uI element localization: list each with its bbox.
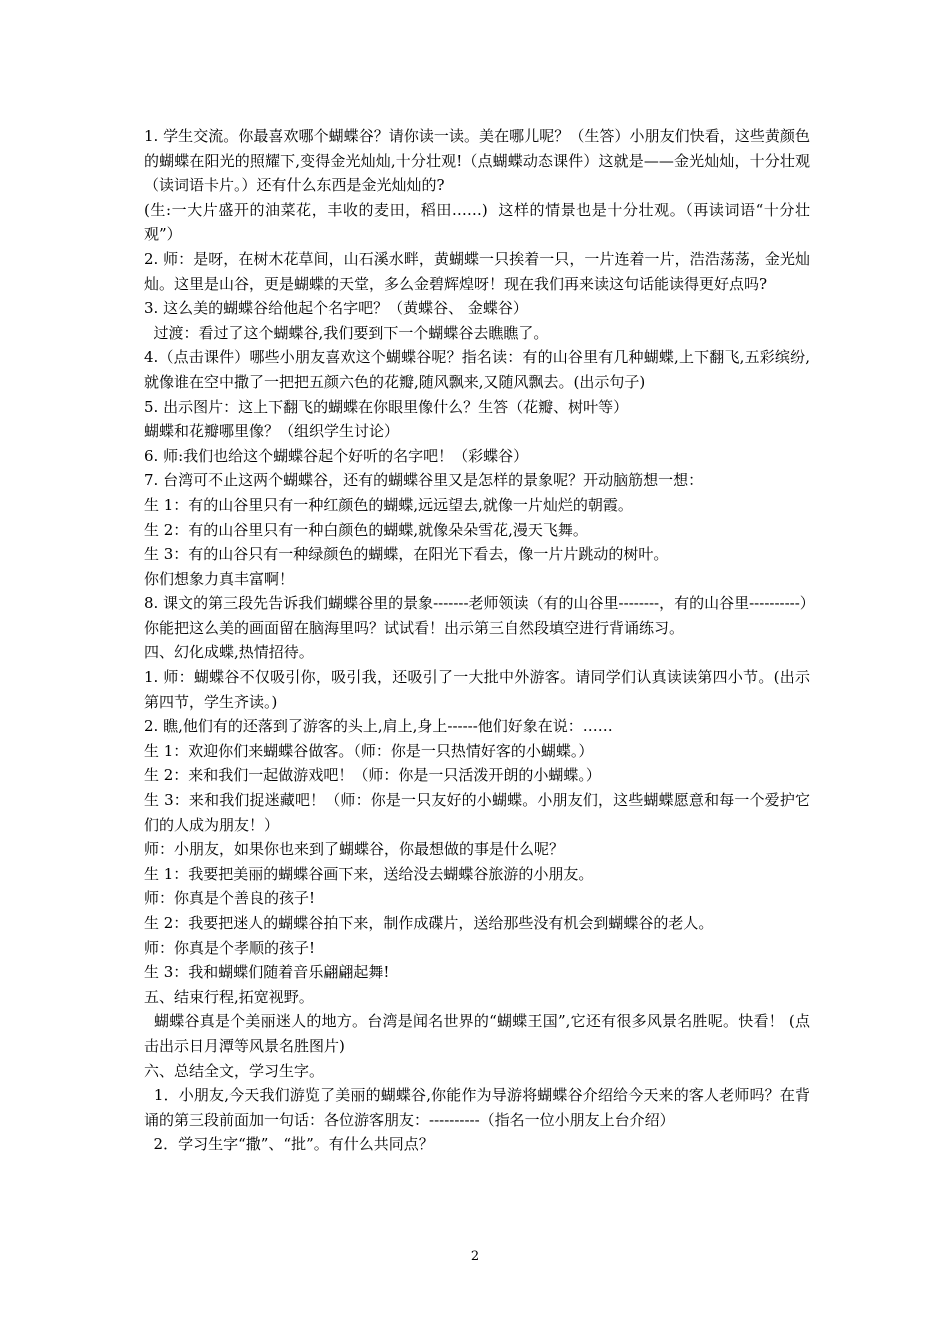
paragraph: 过渡：看过了这个蝴蝶谷,我们要到下一个蝴蝶谷去瞧瞧了。 (144, 323, 549, 342)
paragraph: 生 3：我和蝴蝶们随着音乐翩翩起舞! (144, 963, 390, 982)
paragraph: 生 3：有的山谷只有一种绿颜色的蝴蝶，在阳光下看去，像一片片跳动的树叶。 (144, 545, 669, 564)
paragraph: 师：你真是个孝顺的孩子! (144, 938, 316, 957)
paragraph: 6. 师:我们也给这个蝴蝶谷起个好听的名字吧！（彩蝶谷） (144, 446, 529, 465)
paragraph: 生 1：我要把美丽的蝴蝶谷画下来，送给没去蝴蝶谷旅游的小朋友。 (144, 864, 594, 883)
paragraph: 你们想象力真丰富啊！ (144, 569, 295, 588)
paragraph: 生 2：我要把迷人的蝴蝶谷拍下来，制作成碟片，送给那些没有机会到蝴蝶谷的老人。 (144, 914, 714, 932)
paragraph: 生 1：有的山谷里只有一种红颜色的蝴蝶,远远望去,就像一片灿烂的朝霞。 (144, 495, 633, 514)
paragraph: 8. 课文的第三段先告诉我们蝴蝶谷里的景象-------老师领读（有的山谷里--------，有的山谷里----------） (144, 594, 815, 613)
section-heading: 六、总结全文，学习生字。 (144, 1061, 325, 1080)
paragraph: 5. 出示图片：这上下翻飞的蝴蝶在你眼里像什么？生答（花瓣、树叶等） (144, 397, 629, 416)
paragraph: 生 2：有的山谷里只有一种白颜色的蝴蝶,就像朵朵雪花,漫天飞舞。 (144, 520, 588, 539)
document-body (144, 124, 815, 1157)
page-number: 2 (470, 1249, 480, 1264)
paragraph: 1．小朋友,今天我们游览了美丽的蝴蝶谷,你能作为导游将蝴蝶谷介绍给今天来的客人老师吗？在背诵的第三段前面加一句话：各位游客朋友：----------（指名一位小朋友上台介绍） (144, 1086, 810, 1129)
paragraph: 3. 这么美的蝴蝶谷给他起个名字吧？（黄蝶谷、 金蝶谷） (144, 299, 528, 318)
paragraph: 蝴蝶谷真是个美丽迷人的地方。台湾是闻名世界的“蝴蝶王国”,它还有很多风景名胜呢。快看！ (点击出示日月潭等风景名胜图片) (144, 1012, 810, 1055)
paragraph: (生:一大片盛开的油菜花，丰收的麦田，稻田……) 这样的情景也是十分壮观。（再读词语“十分壮观”） (144, 200, 810, 244)
paragraph: 1. 学生交流。你最喜欢哪个蝴蝶谷？请你读一读。美在哪儿呢？（生答）小朋友们快看，这些黄颜色的蝴蝶在阳光的照耀下,变得金光灿灿,十分壮观!（点蝴蝶动态课件）这就是——金光灿灿，十分壮观（读词语卡片。）还有什么东西是金光灿灿的? (144, 127, 810, 195)
paragraph: 2. 瞧,他们有的还落到了游客的头上,肩上,身上------他们好象在说：…… (144, 717, 613, 736)
paragraph: 生 3：来和我们捉迷藏吧！（师：你是一只友好的小蝴蝶。小朋友们，这些蝴蝶愿意和每一个爱护它们的人成为朋友！） (144, 791, 810, 834)
paragraph: 2. 师：是呀，在树木花草间，山石溪水畔，黄蝴蝶一只挨着一只，一片连着一片，浩浩荡荡，金光灿灿。这里是山谷，更是蝴蝶的天堂，多么金碧辉煌呀！现在我们再来读这句话能读得更好点吗? (144, 249, 810, 293)
paragraph: 蝴蝶和花瓣哪里像？（组织学生讨论） (144, 422, 400, 441)
paragraph: 你能把这么美的画面留在脑海里吗？试试看！出示第三自然段填空进行背诵练习。 (144, 618, 685, 637)
paragraph: 生 1：欢迎你们来蝴蝶谷做客。（师：你是一只热情好客的小蝴蝶。） (144, 741, 594, 760)
paragraph: 4.（点击课件）哪些小朋友喜欢这个蝴蝶谷呢？指名读：有的山谷里有几种蝴蝶,上下翻飞,五彩缤纷,就像谁在空中撒了一把把五颜六色的花瓣,随风飘来,又随风飘去。(出示句子) (144, 348, 810, 391)
paragraph: 1. 师：蝴蝶谷不仅吸引你，吸引我，还吸引了一大批中外游客。请同学们认真读读第四小节。(出示第四节，学生齐读。) (144, 668, 810, 711)
paragraph: 7. 台湾可不止这两个蝴蝶谷，还有的蝴蝶谷里又是怎样的景象呢？开动脑筋想一想： (144, 471, 704, 490)
paragraph: 生 2：来和我们一起做游戏吧！（师：你是一只活泼开朗的小蝴蝶。） (144, 766, 601, 785)
section-heading: 五、结束行程,拓宽视野。 (144, 987, 314, 1006)
section-heading: 四、幻化成蝶,热情招待。 (144, 643, 314, 662)
paragraph: 师：你真是个善良的孩子! (144, 889, 316, 908)
paragraph: 2．学习生字“撒”、“批”。有什么共同点？ (144, 1135, 434, 1154)
paragraph: 师：小朋友，如果你也来到了蝴蝶谷，你最想做的事是什么呢？ (144, 840, 565, 859)
